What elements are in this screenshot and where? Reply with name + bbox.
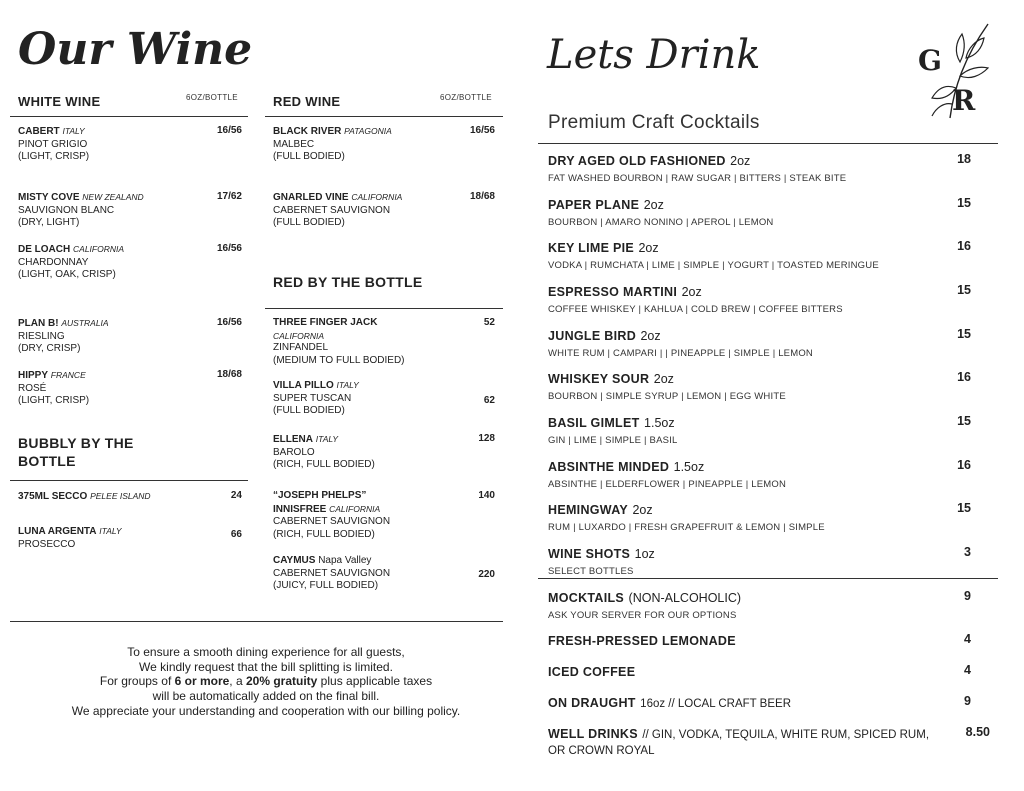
cocktail-price: 18	[957, 152, 971, 166]
wine-title: Our Wine	[18, 24, 253, 75]
white-wine-rule	[10, 116, 248, 117]
cocktail-item: KEY LIME PIE 2oz VODKA | RUMCHATA | LIME | SIMPLE | YOGURT | TOASTED MERINGUE 16	[548, 239, 971, 271]
drink-item-well-drinks: WELL DRINKS // GIN, VODKA, TEQUILA, WHITE RUM, SPICED RUM, OR CROWN ROYAL 8.50	[548, 725, 990, 757]
wine-price: 18/68	[216, 369, 242, 380]
notice-rule	[10, 621, 503, 622]
bubbly-heading: BUBBLY BY THE BOTTLE	[18, 435, 134, 469]
drink-price: 9	[964, 694, 971, 708]
cocktail-item: BASIL GIMLET 1.5oz GIN | LIME | SIMPLE | BASIL 15	[548, 414, 971, 446]
cocktail-price: 15	[957, 196, 971, 210]
white-wine-heading: WHITE WINE	[18, 94, 101, 109]
cocktails-subtitle: Premium Craft Cocktails	[548, 112, 760, 133]
red-wine-rule	[265, 116, 503, 117]
drink-title: Lets Drink	[547, 32, 761, 78]
cocktail-item: WHISKEY SOUR 2oz BOURBON | SIMPLE SYRUP | LEMON | EGG WHITE 16	[548, 370, 971, 402]
bubbly-rule	[10, 480, 248, 481]
wine-item-gnarled-vine: GNARLED VINE CALIFORNIA 18/68 CABERNET SAUVIGNON (FULL BODIED)	[273, 191, 495, 228]
cocktail-item: WINE SHOTS 1oz SELECT BOTTLES 3	[548, 545, 971, 577]
wine-price: 16/56	[216, 243, 242, 254]
red-bottle-heading: RED BY THE BOTTLE	[273, 274, 423, 290]
cocktail-price: 16	[957, 370, 971, 384]
others-rule	[538, 578, 998, 579]
wine-item-secco: 375ML SECCO PELEE ISLAND 24	[18, 490, 242, 502]
wine-item-de-loach: DE LOACH CALIFORNIA 16/56 CHARDONNAY (LIGHT, OAK, CRISP)	[18, 243, 242, 280]
cocktail-price: 15	[957, 283, 971, 297]
drink-price: 4	[964, 663, 971, 677]
red-bottle-rule	[265, 308, 503, 309]
cocktail-item: PAPER PLANE 2oz BOURBON | AMARO NONINO | APEROL | LEMON 15	[548, 196, 971, 228]
wine-price: 128	[478, 433, 495, 444]
wine-item-villa-pillo: VILLA PILLO ITALY 62 SUPER TUSCAN (FULL BODIED)	[273, 380, 495, 416]
cocktail-price: 3	[964, 545, 971, 559]
wine-price: 62	[483, 395, 495, 406]
cocktail-item: DRY AGED OLD FASHIONED 2oz FAT WASHED BOURBON | RAW SUGAR | BITTERS | STEAK BITE 18	[548, 152, 971, 184]
wine-price: 16/56	[469, 125, 495, 136]
drink-item-mocktails: MOCKTAILS (NON-ALCOHOLIC) ASK YOUR SERVER FOR OUR OPTIONS 9	[548, 589, 971, 621]
cocktails-rule	[538, 143, 998, 144]
wine-price: 66	[230, 529, 242, 540]
wine-price: 16/56	[216, 125, 242, 136]
cocktail-item: ABSINTHE MINDED 1.5oz ABSINTHE | ELDERFLOWER | PINEAPPLE | LEMON 16	[548, 458, 971, 490]
billing-notice: To ensure a smooth dining experience for all guests, We kindly request that the bill splitting is limited. For groups of 6 or more, a 20% gratuity plus applicable taxes will be automatically added on the final bill. We appreciate your understanding and cooperation with our billing policy.	[71, 645, 461, 718]
wine-price: 16/56	[216, 317, 242, 328]
red-wine-size-label: 6OZ/BOTTLE	[440, 93, 492, 102]
cocktail-price: 16	[957, 239, 971, 253]
wine-price: 140	[478, 490, 495, 501]
drink-item-on-draught: ON DRAUGHT 16oz // LOCAL CRAFT BEER 9	[548, 694, 971, 710]
wine-item-misty-cove: MISTY COVE NEW ZEALAND 17/62 SAUVIGNON BLANC (DRY, LIGHT)	[18, 191, 242, 228]
drink-price: 4	[964, 632, 971, 646]
wine-price: 17/62	[216, 191, 242, 202]
leaf-branch-icon	[898, 18, 994, 123]
logo-letter-r: R	[952, 84, 976, 117]
wine-item-black-river: BLACK RIVER PATAGONIA 16/56 MALBEC (FULL BODIED)	[273, 125, 495, 162]
gr-logo	[898, 18, 994, 123]
wine-item-caymus: CAYMUS Napa Valley 220 CABERNET SAUVIGNON (JUICY, FULL BODIED)	[273, 555, 495, 591]
wine-item-hippy: HIPPY FRANCE 18/68 ROSÉ (LIGHT, CRISP)	[18, 369, 242, 406]
red-wine-heading: RED WINE	[273, 94, 341, 109]
cocktail-item: ESPRESSO MARTINI 2oz COFFEE WHISKEY | KAHLUA | COLD BREW | COFFEE BITTERS 15	[548, 283, 971, 315]
drink-item-lemonade: FRESH-PRESSED LEMONADE 4	[548, 632, 971, 648]
white-wine-size-label: 6OZ/BOTTLE	[186, 93, 238, 102]
wine-price: 52	[483, 317, 495, 328]
wine-item-cabert: CABERT ITALY 16/56 PINOT GRIGIO (LIGHT, CRISP)	[18, 125, 242, 162]
wine-item-plan-b: PLAN B! AUSTRALIA 16/56 RIESLING (DRY, CRISP)	[18, 317, 242, 354]
drink-price: 8.50	[965, 725, 990, 739]
logo-letter-g: G	[918, 44, 942, 77]
cocktail-item: HEMINGWAY 2oz RUM | LUXARDO | FRESH GRAPEFRUIT & LEMON | SIMPLE 15	[548, 501, 971, 533]
cocktail-price: 15	[957, 501, 971, 515]
cocktail-price: 15	[957, 327, 971, 341]
drink-price: 9	[964, 589, 971, 603]
cocktail-price: 16	[957, 458, 971, 472]
wine-item-three-finger-jack: THREE FINGER JACK 52 CALIFORNIA ZINFANDEL (MEDIUM TO FULL BODIED)	[273, 317, 495, 366]
wine-item-luna-argenta: LUNA ARGENTA ITALY 66 PROSECCO	[18, 526, 242, 550]
cocktail-item: JUNGLE BIRD 2oz WHITE RUM | CAMPARI | | PINEAPPLE | SIMPLE | LEMON 15	[548, 327, 971, 359]
wine-price: 220	[478, 569, 495, 580]
wine-item-joseph-phelps: “JOSEPH PHELPS” 140 INNISFREE CALIFORNIA CABERNET SAUVIGNON (RICH, FULL BODIED)	[273, 490, 495, 540]
cocktail-price: 15	[957, 414, 971, 428]
drink-item-iced-coffee: ICED COFFEE 4	[548, 663, 971, 679]
wine-item-ellena: ELLENA ITALY 128 BAROLO (RICH, FULL BODIED)	[273, 433, 495, 470]
wine-price: 24	[230, 490, 242, 501]
wine-price: 18/68	[469, 191, 495, 202]
